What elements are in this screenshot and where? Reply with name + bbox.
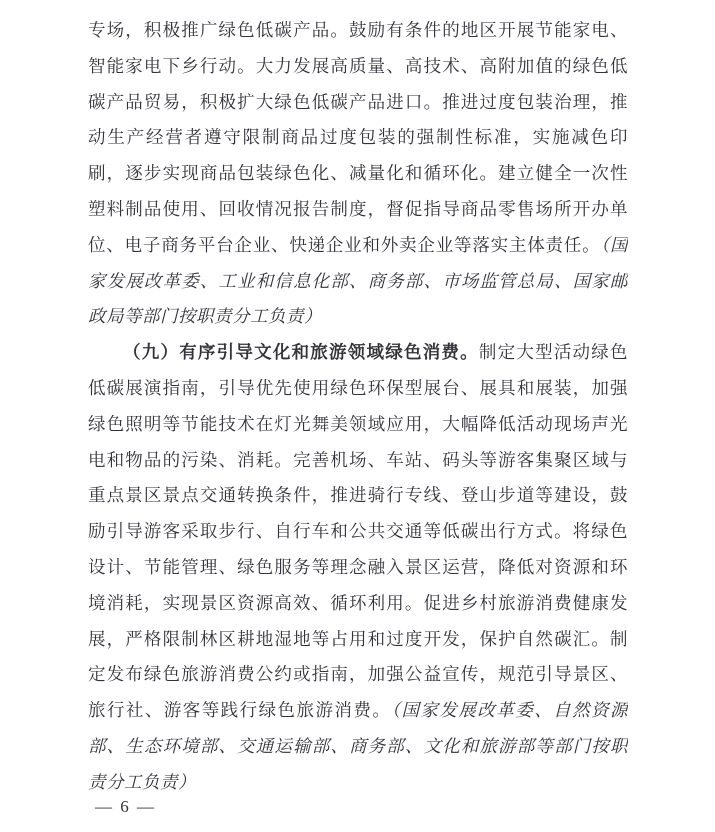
body-text: 境消耗，实现景区资源高效、循环利用。促进乡村旅游消费健康发: [88, 592, 628, 613]
text-line: [88, 693, 628, 729]
body-text: 励引导游客采取步行、自行车和公共交通等低碳出行方式。将绿色: [88, 521, 628, 542]
text-line: [88, 622, 628, 658]
text-line: [88, 85, 628, 121]
responsible-departments-text: 部、生态环境部、交通运输部、商务部、文化和旅游部等部门按职: [88, 735, 628, 756]
text-line: [88, 335, 628, 371]
text-line: [88, 586, 628, 622]
text-line: [88, 264, 628, 300]
text-line: [88, 765, 628, 801]
body-text: 低碳展演指南，引导优先使用绿色环保型展台、展具和展装，加强: [88, 377, 628, 398]
body-text: 展，严格限制林区耕地湿地等占用和过度开发，保护自然碳汇。制: [88, 628, 628, 649]
body-text: 动生产经营者遵守限制商品过度包装的强制性标准，实施减色印: [88, 127, 628, 148]
text-line: [88, 514, 628, 550]
body-text: 制定大型活动绿色: [478, 342, 628, 363]
text-line: [88, 407, 628, 443]
text-line: [88, 657, 628, 693]
responsible-departments-text: 家发展改革委、工业和信息化部、商务部、市场监管总局、国家邮: [88, 270, 628, 291]
text-line: [88, 371, 628, 407]
clause-heading-text: （九）有序引导文化和旅游领域绿色消费。: [123, 342, 479, 363]
body-text: 设计、节能管理、绿色服务等理念融入景区运营，降低对资源和环: [88, 556, 628, 577]
responsible-departments-text: （国: [600, 234, 628, 255]
text-line: [88, 299, 628, 335]
body-text: 智能家电下乡行动。大力发展高质量、高技术、高附加值的绿色低: [88, 55, 628, 76]
text-line: [88, 120, 628, 156]
text-line: [88, 13, 628, 49]
responsible-departments-text: 责分工负责）: [88, 771, 196, 792]
text-line: [88, 729, 628, 765]
text-line: [88, 49, 628, 85]
body-text: 碳产品贸易，积极扩大绿色低碳产品进口。推进过度包装治理，推: [88, 91, 628, 112]
body-text: 重点景区景点交通转换条件，推进骑行专线、登山步道等建设，鼓: [88, 485, 628, 506]
body-text: 位、电子商务平台企业、快递企业和外卖企业等落实主体责任。: [88, 234, 601, 255]
document-body: [88, 13, 628, 801]
body-text: 旅行社、游客等践行绿色旅游消费。: [88, 700, 392, 721]
text-line: [88, 156, 628, 192]
responsible-departments-text: （国家发展改革委、自然资源: [391, 700, 628, 721]
body-text: 电和物品的污染、消耗。完善机场、车站、码头等游客集聚区域与: [88, 449, 628, 470]
text-line: [88, 228, 628, 264]
body-text: 专场，积极推广绿色低碳产品。鼓励有条件的地区开展节能家电、: [88, 20, 628, 40]
page-number: — 6 —: [95, 797, 156, 816]
text-line: [88, 192, 628, 228]
responsible-departments-text: 政局等部门按职责分工负责）: [88, 306, 322, 327]
text-line: [88, 478, 628, 514]
body-text: 绿色照明等节能技术在灯光舞美领域应用，大幅降低活动现场声光: [88, 413, 628, 434]
body-text: 刷，逐步实现商品包装绿色化、减量化和循环化。建立健全一次性: [88, 163, 628, 184]
body-text: 定发布绿色旅游消费公约或指南，加强公益宣传，规范引导景区、: [88, 664, 628, 685]
body-text: 塑料制品使用、回收情况报告制度，督促指导商品零售场所开办单: [88, 198, 628, 219]
text-line: [88, 550, 628, 586]
text-line: [88, 443, 628, 479]
